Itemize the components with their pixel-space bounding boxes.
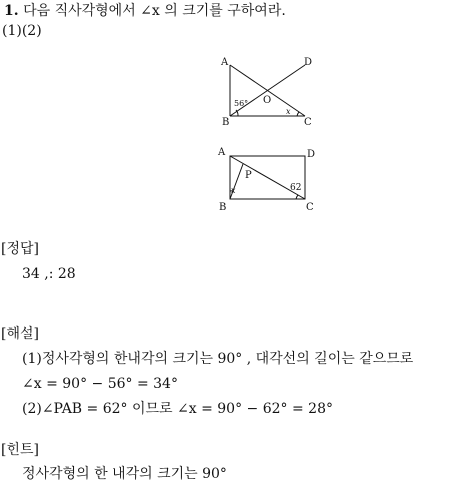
fig2-angle-x: x	[231, 186, 236, 195]
problem-line	[4, 2, 286, 20]
explanation-line-3: (2)∠PAB = 62° 이므로 ∠x = 90° − 62° = 28°	[22, 401, 333, 417]
fig1-label-o: O	[263, 95, 272, 106]
explanation-heading: [해설]	[1, 326, 39, 342]
figure-2	[210, 142, 320, 214]
fig1-angle-56: 56°	[234, 99, 249, 108]
explanation-line-1: (1)정사각형의 한내각의 크기는 90° , 대각선의 길이는 같으므로	[22, 351, 414, 367]
problem-number: 1.	[4, 3, 19, 19]
fig1-label-d: D	[304, 57, 313, 68]
fig2-label-c: C	[306, 202, 314, 213]
fig2-label-b: B	[219, 202, 227, 213]
fig1-label-a: A	[221, 57, 229, 68]
fig1-angle-x: x	[286, 107, 291, 116]
hint-text: 정사각형의 한 내각의 크기는 90°	[22, 466, 227, 482]
answer-heading: [정답]	[1, 241, 39, 257]
fig2-angle-arc-c	[296, 195, 298, 199]
figure-1	[210, 52, 320, 132]
fig2-angle-62: 62	[290, 183, 302, 193]
problem-text: 다음 직사각형에서 ∠x 의 크기를 구하여라.	[23, 3, 286, 19]
explanation-line-2: ∠x = 90° − 56° = 34°	[22, 376, 178, 392]
fig1-angle-arc-c	[297, 112, 299, 116]
hint-heading: [힌트]	[1, 442, 39, 458]
problem-parts: (1)(2)	[2, 23, 42, 39]
fig2-label-a: A	[218, 147, 226, 158]
fig1-label-b: B	[222, 117, 230, 128]
fig1-label-c: C	[304, 117, 312, 128]
answer-text: 34 ,: 28	[22, 266, 76, 282]
fig2-label-d: D	[307, 149, 316, 160]
fig2-label-p: P	[245, 170, 252, 181]
